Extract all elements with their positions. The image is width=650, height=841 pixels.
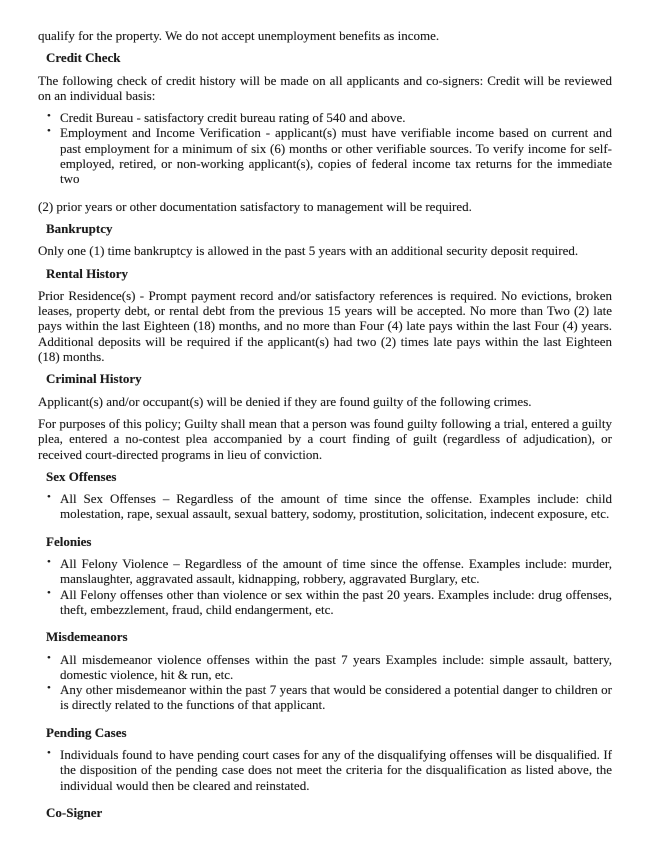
heading-criminal-history: Criminal History — [46, 371, 142, 387]
paragraph-bankruptcy: Only one (1) time bankruptcy is allowed in the past 5 years with an additional security deposit required. — [38, 243, 579, 259]
list-item-employment-verification: • Employment and Income Verification - applicant(s) must have verifiable income based on current and past employment for a minimum of six (6) months or other verifiable sources. To verify income for self-employed, retired, or non-working applicant(s), copies of federal income tax returns for the immediate two — [38, 125, 612, 186]
heading-felonies: Felonies — [46, 533, 92, 549]
heading-bankruptcy: Bankruptcy — [46, 220, 113, 236]
heading-pending-cases: Pending Cases — [46, 724, 127, 740]
paragraph-prior-years: (2) prior years or other documentation satisfactory to management will be required. — [38, 198, 472, 214]
list-item-pending-cases: • Individuals found to have pending court cases for any of the disqualifying offenses will be disqualified. If the disposition of the pending case does not meet the criteria for the disqualification as listed above, the individual would then be cleared and reinstated. — [38, 747, 612, 793]
list-item-sex-offenses: • All Sex Offenses – Regardless of the amount of time since the offense. Examples include: child molestation, rape, sexual assault, sexual battery, sodomy, prostitution, solicitation, indecent exposure, etc. — [38, 491, 612, 522]
heading-co-signer: Co-Signer — [46, 804, 103, 820]
paragraph-continuation: qualify for the property. We do not accept unemployment benefits as income. — [38, 28, 440, 43]
heading-credit-check: Credit Check — [46, 50, 121, 66]
list-item-credit-bureau: • Credit Bureau - satisfactory credit bureau rating of 540 and above. — [38, 110, 612, 125]
heading-rental-history: Rental History — [46, 265, 128, 281]
list-item-felony-violence: • All Felony Violence – Regardless of the amount of time since the offense. Examples include: murder, manslaughter, aggravated assault, kidnapping, robbery, aggravated Burglary, etc. — [38, 556, 612, 587]
list-item-felony-other: • All Felony offenses other than violence or sex within the past 20 years. Examples include: drug offenses, theft, embezzlement, fraud, child endangerment, etc. — [38, 587, 612, 618]
bullet-list-credit — [38, 110, 612, 186]
paragraph-criminal-denied: Applicant(s) and/or occupant(s) will be denied if they are found guilty of the following crimes. — [38, 393, 532, 409]
list-item-misdemeanor-violence: • All misdemeanor violence offenses within the past 7 years Examples include: simple assault, battery, domestic violence, hit & run, etc. — [38, 652, 612, 683]
bullet-list-felonies — [38, 556, 612, 617]
bullet-list-misdemeanors — [38, 652, 612, 713]
bullet-list-sex-offenses — [38, 491, 612, 522]
heading-misdemeanors: Misdemeanors — [46, 629, 128, 645]
heading-sex-offenses: Sex Offenses — [46, 468, 117, 484]
paragraph-guilty-definition: For purposes of this policy; Guilty shall mean that a person was found guilty following a trial, entered a guilty plea, entered a no-contest plea accompanied by a court finding of guilt (regardless of adjudication), or received court-directed programs in lieu of conviction. — [38, 415, 612, 462]
paragraph-credit-intro: The following check of credit history will be made on all applicants and co-signers: Credit will be reviewed on an individual basis: — [38, 72, 612, 103]
paragraph-rental-history: Prior Residence(s) - Prompt payment record and/or satisfactory references is required. No evictions, broken leases, property debt, or rental debt from the previous 15 years will be accepted. No more than Two (2) late pays within the last Eighteen (18) months, and no more than Four (4) late pays within the last Four (4) years. Additional deposits will be required if the applicant(s) had two (2) times late pays within the last Eighteen (18) months. — [38, 287, 612, 365]
bullet-list-pending-cases — [38, 747, 612, 793]
list-item-misdemeanor-other: • Any other misdemeanor within the past 7 years that would be considered a potential danger to children or is directly related to the functions of that applicant. — [38, 682, 612, 713]
